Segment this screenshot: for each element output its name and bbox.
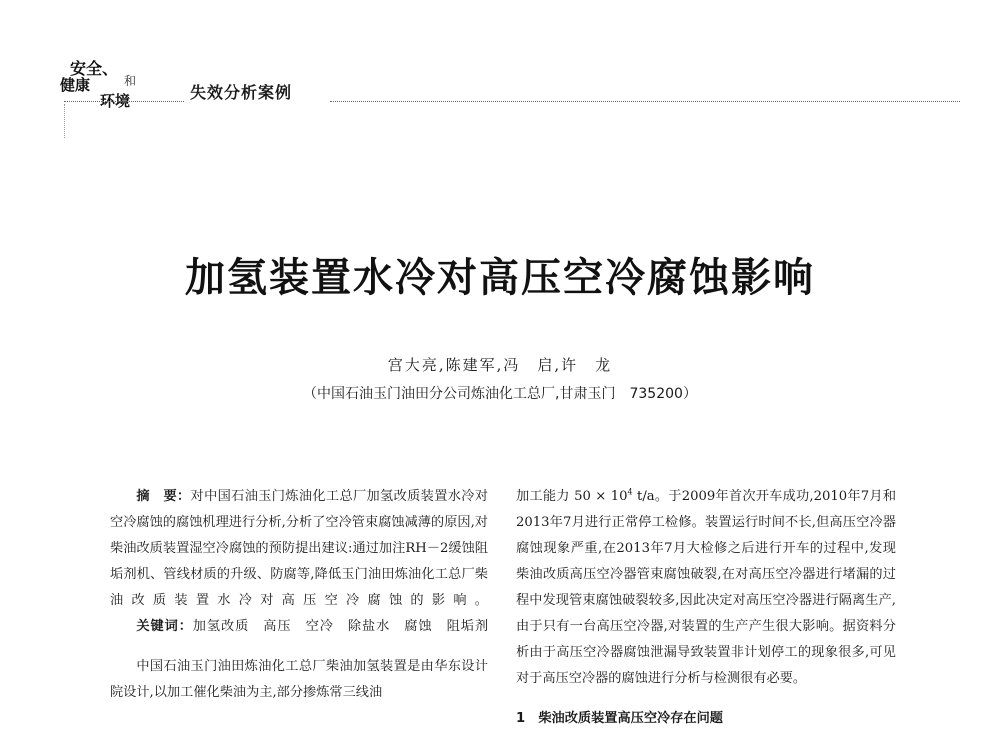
keywords	[110, 614, 488, 640]
abstract-label: 摘 要：	[136, 489, 191, 504]
logo-text-environment: 环境	[100, 92, 131, 110]
left-column	[110, 484, 488, 706]
journal-logo	[60, 56, 150, 112]
header-rule-left	[64, 101, 184, 102]
right-paragraph-text: 于2009年首次开车成功,2010年7月和2013年7月进行正常停工检修。装置运行时间不长,但高压空冷器腐蚀现象严重,在2013年7月大检修之后进行开车的过程中,发现柴油改质高压空冷器管束腐蚀破裂,在对高压空冷器进行堵漏的过程中发现管束腐蚀破裂较多,因此决定对高压空冷器进行隔离生产,由于只有一台高压空冷器,对装置的生产产生很大影响。据资料分析由于高压空冷器腐蚀泄漏导致装置非计划停工的现象很多,可见对于高压空冷器的腐蚀进行分析与检测很有必要。	[516, 489, 897, 686]
article-affiliation: （中国石油玉门油田分公司炼油化工总厂,甘肃玉门 735200）	[303, 386, 697, 402]
capacity-suffix: t/a。	[632, 489, 669, 504]
right-column	[516, 484, 896, 732]
logo-flourish-text: 和	[124, 74, 137, 88]
intro-paragraph: 中国石油玉门油田炼油化工总厂柴油加氢装置是由华东设计院设计,以加工催化柴油为主,部分掺炼常三线油	[110, 659, 488, 700]
right-paragraph	[516, 484, 896, 692]
keywords-label: 关键词：	[136, 619, 193, 634]
header-rule-vertical	[64, 104, 65, 138]
article-title: 加氢装置水冷对高压空冷腐蚀影响	[185, 254, 815, 301]
capacity-exponent: 4	[627, 487, 633, 497]
abstract-text: 对中国石油玉门炼油化工总厂加氢改质装置水冷对空冷腐蚀的腐蚀机理进行分析,分析了空冷管束腐蚀减薄的原因,对柴油改质装置湿空冷腐蚀的预防提出建议:通过加注RH－2缓蚀阻垢剂机、管线材质的升级、防腐等,降低玉门油田炼油化工总厂柴油改质装置水冷对高压空冷腐蚀的影响。	[110, 489, 489, 608]
section-title: 失效分析案例	[190, 83, 293, 102]
article-authors: 宫大亮,陈建军,冯 启,许 龙	[387, 356, 613, 374]
keywords-text: 加氢改质 高压 空冷 除盐水 腐蚀 阻垢剂	[192, 619, 489, 634]
header-rule-right	[330, 101, 960, 102]
logo-text-health: 健康	[60, 76, 91, 94]
abstract	[110, 484, 488, 614]
logo-text-safety: 安全、	[70, 59, 119, 78]
capacity-prefix: 加工能力 50 × 10	[516, 489, 628, 504]
section-heading: 1 柴油改质装置高压空冷存在问题	[516, 711, 723, 726]
